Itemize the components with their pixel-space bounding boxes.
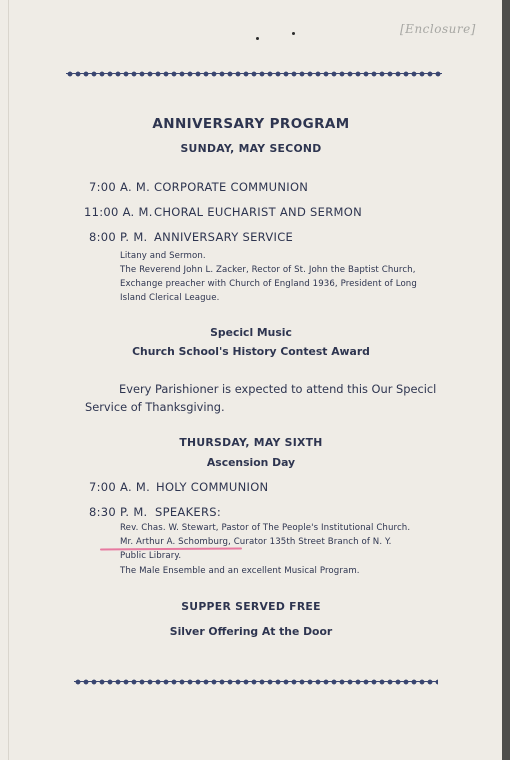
schedule-time: 7:00 A. M. bbox=[89, 180, 151, 194]
schedule-item bbox=[89, 180, 308, 194]
schedule-event: CORPORATE COMMUNION bbox=[154, 180, 309, 194]
day1-date: SUNDAY, MAY SECOND bbox=[180, 142, 322, 155]
pencil-annotation: [Enclosure] bbox=[400, 22, 476, 36]
detail-line: Exchange preacher with Church of England 1936, President of Long bbox=[120, 279, 417, 289]
top-ornamental-border bbox=[66, 70, 442, 78]
detail-line: The Reverend John L. Zacker, Rector of St. John the Baptist Church, bbox=[120, 265, 416, 275]
speaker-line: Rev. Chas. W. Stewart, Pastor of The People's Institutional Church. bbox=[120, 523, 411, 533]
schedule-event: ANNIVERSARY SERVICE bbox=[154, 230, 294, 244]
speaker-line: Mr. Arthur A. Schomburg, Curator 135th Street Branch of N. Y. bbox=[120, 537, 392, 547]
schedule-time: 11:00 A. M. bbox=[84, 205, 153, 219]
schedule-time: 8:00 P. M. bbox=[89, 230, 148, 244]
schedule-item bbox=[89, 505, 221, 519]
speck-mark bbox=[292, 32, 295, 35]
schedule-item bbox=[89, 230, 293, 244]
bottom-ornamental-border bbox=[74, 678, 438, 686]
day2-date: THURSDAY, MAY SIXTH bbox=[179, 436, 323, 449]
notice-line: Every Parishioner is expected to attend this Our Specicl bbox=[119, 382, 437, 396]
special-music-heading: Specicl Music bbox=[210, 326, 292, 339]
schedule-item bbox=[84, 205, 362, 219]
background-edge bbox=[502, 0, 510, 760]
schedule-time: 7:00 A. M. bbox=[89, 480, 151, 494]
offering-heading: Silver Offering At the Door bbox=[169, 625, 333, 638]
notice-line: Service of Thanksgiving. bbox=[85, 400, 225, 414]
schedule-event: SPEAKERS: bbox=[155, 505, 222, 519]
speaker-line: Public Library. bbox=[120, 551, 182, 561]
schedule-event: HOLY COMMUNION bbox=[156, 480, 269, 494]
schedule-time: 8:30 P. M. bbox=[89, 505, 148, 519]
program-heading: ANNIVERSARY PROGRAM bbox=[152, 116, 350, 132]
speck-mark bbox=[256, 37, 259, 40]
detail-line: Litany and Sermon. bbox=[120, 251, 206, 261]
detail-line: The Male Ensemble and an excellent Musical Program. bbox=[120, 566, 360, 576]
award-heading: Church School's History Contest Award bbox=[132, 345, 370, 358]
schedule-event: CHORAL EUCHARIST AND SERMON bbox=[154, 205, 362, 219]
day2-subtitle: Ascension Day bbox=[206, 456, 296, 469]
fold-line bbox=[8, 0, 9, 760]
schedule-item bbox=[89, 480, 268, 494]
detail-line: Island Clerical League. bbox=[120, 293, 220, 303]
supper-heading: SUPPER SERVED FREE bbox=[181, 600, 321, 613]
